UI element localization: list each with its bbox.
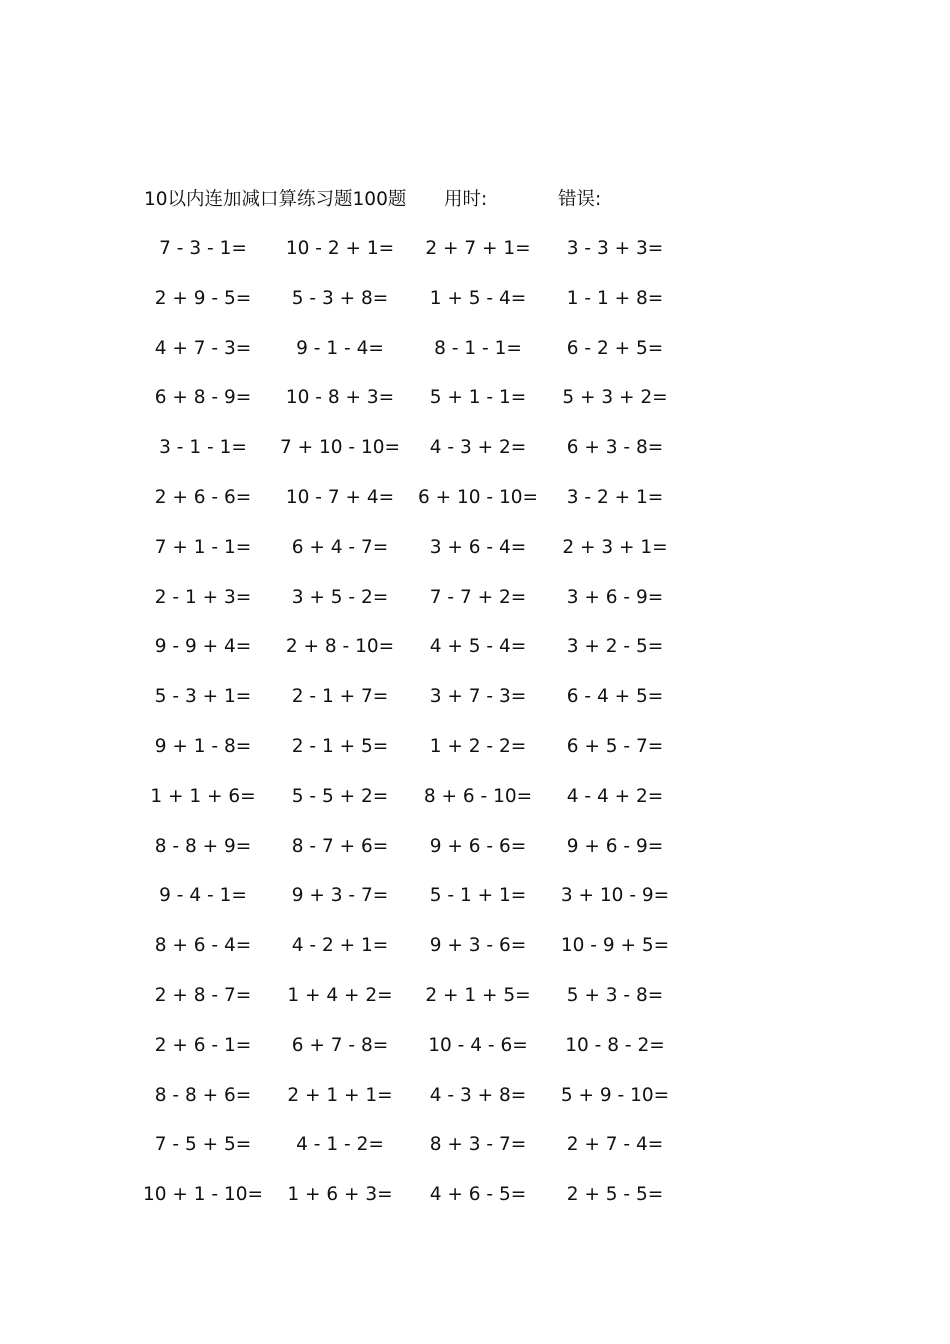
arithmetic-problem: 3 + 2 - 5= — [566, 636, 664, 658]
arithmetic-problem: 2 + 8 - 10= — [285, 636, 395, 658]
arithmetic-problem: 2 + 7 + 1= — [425, 238, 531, 259]
arithmetic-problem: 1 + 5 - 4= — [429, 287, 527, 309]
worksheet-title: 10以内连加减口算练习题100题 — [144, 189, 407, 210]
arithmetic-problem: 10 - 4 - 6= — [428, 1034, 528, 1056]
arithmetic-problem: 4 - 2 + 1= — [291, 935, 389, 957]
arithmetic-problem: 9 + 3 - 7= — [291, 885, 389, 907]
time-used-label: 用时: — [444, 189, 488, 210]
arithmetic-problem: 2 + 6 - 1= — [154, 1034, 252, 1056]
arithmetic-problem: 9 - 1 - 4= — [296, 337, 384, 359]
arithmetic-problem: 2 + 7 - 4= — [566, 1134, 664, 1156]
arithmetic-problem: 2 + 1 + 1= — [287, 1084, 393, 1106]
arithmetic-problem: 3 - 3 + 3= — [566, 238, 664, 259]
arithmetic-problem: 2 + 8 - 7= — [154, 984, 252, 1006]
problem-row — [0, 882, 950, 932]
problem-grid — [0, 235, 950, 1231]
arithmetic-problem: 2 + 3 + 1= — [562, 536, 668, 558]
arithmetic-problem: 7 + 1 - 1= — [154, 536, 252, 558]
arithmetic-problem: 1 - 1 + 8= — [566, 287, 664, 309]
arithmetic-problem: 5 + 3 - 8= — [566, 984, 664, 1006]
arithmetic-problem: 7 + 10 - 10= — [279, 437, 401, 459]
problem-row — [0, 932, 950, 982]
problem-row — [0, 285, 950, 335]
worksheet-header — [0, 186, 950, 214]
arithmetic-problem: 7 - 7 + 2= — [429, 586, 527, 608]
arithmetic-problem: 6 + 7 - 8= — [291, 1034, 389, 1056]
problem-row — [0, 1131, 950, 1181]
problem-row — [0, 683, 950, 733]
arithmetic-problem: 10 + 1 - 10= — [142, 1184, 264, 1206]
problem-row — [0, 335, 950, 385]
arithmetic-problem: 5 + 9 - 10= — [560, 1084, 670, 1106]
arithmetic-problem: 10 - 2 + 1= — [285, 238, 395, 259]
arithmetic-problem: 2 + 6 - 6= — [154, 486, 252, 508]
arithmetic-problem: 7 - 5 + 5= — [154, 1134, 252, 1156]
arithmetic-problem: 5 - 3 + 1= — [154, 686, 252, 708]
arithmetic-problem: 10 - 8 - 2= — [565, 1034, 665, 1056]
arithmetic-problem: 6 + 3 - 8= — [566, 437, 664, 459]
arithmetic-problem: 8 - 7 + 6= — [291, 835, 389, 857]
arithmetic-problem: 1 + 1 + 6= — [150, 785, 256, 807]
arithmetic-problem: 3 + 6 - 4= — [429, 536, 527, 558]
arithmetic-problem: 4 - 3 + 8= — [429, 1084, 527, 1106]
arithmetic-problem: 6 - 2 + 5= — [566, 337, 664, 359]
arithmetic-problem: 2 - 1 + 3= — [154, 586, 252, 608]
arithmetic-problem: 3 - 2 + 1= — [566, 486, 664, 508]
problem-row — [0, 833, 950, 883]
arithmetic-problem: 1 + 4 + 2= — [287, 984, 393, 1006]
problem-row — [0, 384, 950, 434]
arithmetic-problem: 3 - 1 - 1= — [159, 437, 247, 459]
arithmetic-problem: 1 + 2 - 2= — [429, 735, 527, 757]
arithmetic-problem: 4 - 4 + 2= — [566, 785, 664, 807]
arithmetic-problem: 2 - 1 + 5= — [291, 735, 389, 757]
problem-row — [0, 1082, 950, 1132]
arithmetic-problem: 5 - 5 + 2= — [291, 785, 389, 807]
arithmetic-problem: 3 + 6 - 9= — [566, 586, 664, 608]
arithmetic-problem: 4 + 6 - 5= — [429, 1184, 527, 1206]
arithmetic-problem: 4 + 7 - 3= — [154, 337, 252, 359]
arithmetic-problem: 10 - 8 + 3= — [285, 387, 395, 409]
problem-row — [0, 1181, 950, 1231]
arithmetic-problem: 6 + 4 - 7= — [291, 536, 389, 558]
arithmetic-problem: 3 + 10 - 9= — [560, 885, 670, 907]
problem-row — [0, 484, 950, 534]
arithmetic-problem: 5 - 1 + 1= — [429, 885, 527, 907]
arithmetic-problem: 3 + 7 - 3= — [429, 686, 527, 708]
arithmetic-problem: 8 - 8 + 6= — [154, 1084, 252, 1106]
arithmetic-problem: 1 + 6 + 3= — [287, 1184, 393, 1206]
problem-row — [0, 235, 950, 285]
arithmetic-problem: 7 - 3 - 1= — [159, 238, 247, 259]
arithmetic-problem: 9 + 1 - 8= — [154, 735, 252, 757]
arithmetic-problem: 10 - 7 + 4= — [285, 486, 395, 508]
arithmetic-problem: 10 - 9 + 5= — [560, 935, 670, 957]
problem-row — [0, 982, 950, 1032]
arithmetic-problem: 6 + 5 - 7= — [566, 735, 664, 757]
problem-row — [0, 1032, 950, 1082]
problem-row — [0, 783, 950, 833]
problem-row — [0, 633, 950, 683]
problem-row — [0, 584, 950, 634]
arithmetic-problem: 5 + 1 - 1= — [429, 387, 527, 409]
arithmetic-problem: 4 - 3 + 2= — [429, 437, 527, 459]
arithmetic-problem: 9 + 6 - 6= — [429, 835, 527, 857]
arithmetic-problem: 9 + 3 - 6= — [429, 935, 527, 957]
arithmetic-problem: 9 - 9 + 4= — [154, 636, 252, 658]
arithmetic-problem: 6 + 8 - 9= — [154, 387, 252, 409]
error-count-label: 错误: — [558, 189, 602, 210]
arithmetic-problem: 2 + 1 + 5= — [425, 984, 531, 1006]
arithmetic-problem: 9 + 6 - 9= — [566, 835, 664, 857]
arithmetic-problem: 8 - 1 - 1= — [434, 337, 522, 359]
problem-row — [0, 534, 950, 584]
arithmetic-problem: 9 - 4 - 1= — [159, 885, 247, 907]
arithmetic-problem: 3 + 5 - 2= — [291, 586, 389, 608]
arithmetic-problem: 6 - 4 + 5= — [566, 686, 664, 708]
arithmetic-problem: 5 + 3 + 2= — [562, 387, 668, 409]
arithmetic-problem: 2 + 9 - 5= — [154, 287, 252, 309]
arithmetic-problem: 2 + 5 - 5= — [566, 1184, 664, 1206]
arithmetic-problem: 6 + 10 - 10= — [417, 486, 539, 508]
arithmetic-problem: 5 - 3 + 8= — [291, 287, 389, 309]
arithmetic-problem: 4 + 5 - 4= — [429, 636, 527, 658]
arithmetic-problem: 8 + 3 - 7= — [429, 1134, 527, 1156]
arithmetic-problem: 2 - 1 + 7= — [291, 686, 389, 708]
problem-row — [0, 733, 950, 783]
arithmetic-problem: 4 - 1 - 2= — [296, 1134, 384, 1156]
arithmetic-problem: 8 - 8 + 9= — [154, 835, 252, 857]
arithmetic-problem: 8 + 6 - 10= — [423, 785, 533, 807]
arithmetic-problem: 8 + 6 - 4= — [154, 935, 252, 957]
problem-row — [0, 434, 950, 484]
